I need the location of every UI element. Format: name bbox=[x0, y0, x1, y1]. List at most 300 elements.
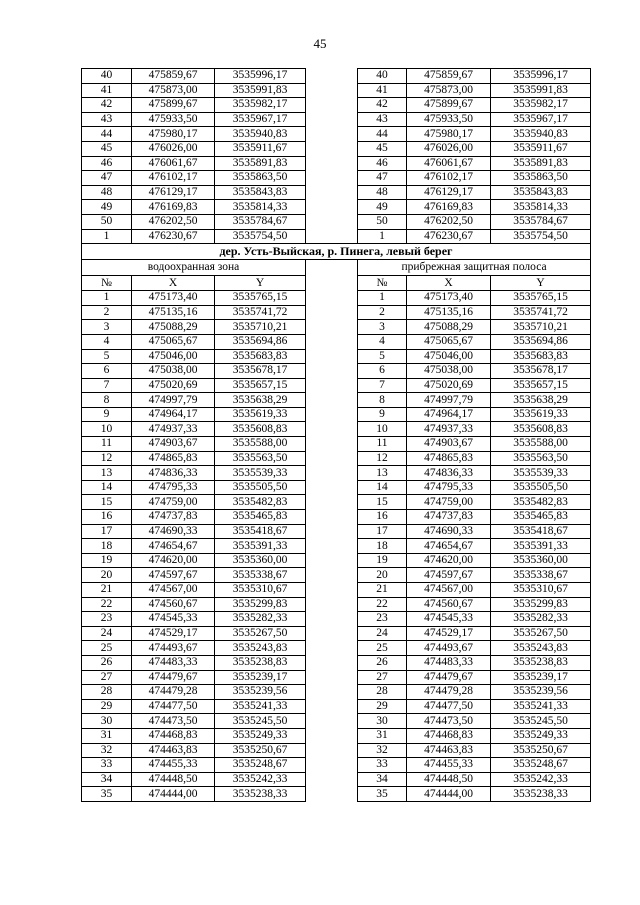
left-point-number: 9 bbox=[82, 407, 132, 422]
left-x-coordinate: 474545,33 bbox=[132, 612, 215, 627]
left-y-coordinate: 3535243,83 bbox=[215, 641, 306, 656]
left-y-coordinate: 3535391,33 bbox=[215, 539, 306, 554]
right-y-coordinate: 3535465,83 bbox=[491, 510, 591, 525]
left-x-coordinate: 474836,33 bbox=[132, 466, 215, 481]
left-point-number: 29 bbox=[82, 699, 132, 714]
left-y-coordinate: 3535238,33 bbox=[215, 787, 306, 802]
right-point-number: 13 bbox=[358, 466, 407, 481]
left-x-coordinate: 474597,67 bbox=[132, 568, 215, 583]
right-y-coordinate: 3535657,15 bbox=[491, 378, 591, 393]
left-y-coordinate: 3535863,50 bbox=[215, 171, 306, 186]
right-x-coordinate: 474795,33 bbox=[407, 480, 491, 495]
table-row bbox=[82, 772, 591, 787]
coordinates-table bbox=[81, 68, 591, 802]
right-y-coordinate: 3535282,33 bbox=[491, 612, 591, 627]
left-point-number: 15 bbox=[82, 495, 132, 510]
right-y-coordinate: 3535267,50 bbox=[491, 626, 591, 641]
left-y-coordinate: 3535249,33 bbox=[215, 728, 306, 743]
right-point-number: 48 bbox=[358, 185, 407, 200]
table-row bbox=[82, 553, 591, 568]
left-x-coordinate: 474448,50 bbox=[132, 772, 215, 787]
column-gap bbox=[306, 510, 358, 525]
right-point-number: 1 bbox=[358, 229, 407, 244]
left-y-coordinate: 3535678,17 bbox=[215, 364, 306, 379]
column-gap bbox=[306, 772, 358, 787]
column-gap bbox=[306, 364, 358, 379]
left-col-header-y: Y bbox=[215, 276, 306, 291]
right-x-coordinate: 474529,17 bbox=[407, 626, 491, 641]
right-x-coordinate: 474455,33 bbox=[407, 758, 491, 773]
column-gap bbox=[306, 422, 358, 437]
right-y-coordinate: 3535249,33 bbox=[491, 728, 591, 743]
right-point-number: 32 bbox=[358, 743, 407, 758]
column-gap bbox=[306, 69, 358, 84]
left-col-header-x: X bbox=[132, 276, 215, 291]
left-y-coordinate: 3535248,67 bbox=[215, 758, 306, 773]
left-point-number: 1 bbox=[82, 291, 132, 306]
left-point-number: 3 bbox=[82, 320, 132, 335]
right-y-coordinate: 3535678,17 bbox=[491, 364, 591, 379]
column-gap bbox=[306, 641, 358, 656]
right-y-coordinate: 3535239,17 bbox=[491, 670, 591, 685]
right-point-number: 40 bbox=[358, 69, 407, 84]
section-rows bbox=[82, 291, 591, 802]
left-x-coordinate: 474997,79 bbox=[132, 393, 215, 408]
left-point-number: 25 bbox=[82, 641, 132, 656]
right-x-coordinate: 476026,00 bbox=[407, 141, 491, 156]
left-y-coordinate: 3535814,33 bbox=[215, 200, 306, 215]
right-x-coordinate: 474865,83 bbox=[407, 451, 491, 466]
column-gap bbox=[306, 112, 358, 127]
right-x-coordinate: 475020,69 bbox=[407, 378, 491, 393]
left-point-number: 17 bbox=[82, 524, 132, 539]
table-row bbox=[82, 568, 591, 583]
left-y-coordinate: 3535310,67 bbox=[215, 583, 306, 598]
right-x-coordinate: 475046,00 bbox=[407, 349, 491, 364]
left-x-coordinate: 474759,00 bbox=[132, 495, 215, 510]
right-point-number: 44 bbox=[358, 127, 407, 142]
left-x-coordinate: 475065,67 bbox=[132, 334, 215, 349]
right-y-coordinate: 3535539,33 bbox=[491, 466, 591, 481]
right-point-number: 27 bbox=[358, 670, 407, 685]
right-y-coordinate: 3535765,15 bbox=[491, 291, 591, 306]
right-y-coordinate: 3535338,67 bbox=[491, 568, 591, 583]
table-row bbox=[82, 480, 591, 495]
table-row bbox=[82, 451, 591, 466]
right-y-coordinate: 3535563,50 bbox=[491, 451, 591, 466]
right-x-coordinate: 475065,67 bbox=[407, 334, 491, 349]
right-point-number: 34 bbox=[358, 772, 407, 787]
left-point-number: 33 bbox=[82, 758, 132, 773]
left-x-coordinate: 474964,17 bbox=[132, 407, 215, 422]
table-row bbox=[82, 670, 591, 685]
left-y-coordinate: 3535741,72 bbox=[215, 305, 306, 320]
right-y-coordinate: 3535241,33 bbox=[491, 699, 591, 714]
table-row bbox=[82, 185, 591, 200]
left-x-coordinate: 475135,16 bbox=[132, 305, 215, 320]
right-x-coordinate: 474597,67 bbox=[407, 568, 491, 583]
column-gap bbox=[306, 334, 358, 349]
table-row bbox=[82, 714, 591, 729]
right-point-number: 12 bbox=[358, 451, 407, 466]
right-point-number: 1 bbox=[358, 291, 407, 306]
table-row bbox=[82, 758, 591, 773]
right-point-number: 45 bbox=[358, 141, 407, 156]
right-x-coordinate: 474937,33 bbox=[407, 422, 491, 437]
right-y-coordinate: 3535683,83 bbox=[491, 349, 591, 364]
left-point-number: 10 bbox=[82, 422, 132, 437]
left-y-coordinate: 3535505,50 bbox=[215, 480, 306, 495]
left-y-coordinate: 3535588,00 bbox=[215, 437, 306, 452]
right-y-coordinate: 3535588,00 bbox=[491, 437, 591, 452]
left-point-number: 43 bbox=[82, 112, 132, 127]
left-point-number: 35 bbox=[82, 787, 132, 802]
left-point-number: 34 bbox=[82, 772, 132, 787]
right-y-coordinate: 3535250,67 bbox=[491, 743, 591, 758]
right-y-coordinate: 3535238,33 bbox=[491, 787, 591, 802]
left-x-coordinate: 474444,00 bbox=[132, 787, 215, 802]
left-point-number: 48 bbox=[82, 185, 132, 200]
right-y-coordinate: 3535299,83 bbox=[491, 597, 591, 612]
left-x-coordinate: 475873,00 bbox=[132, 83, 215, 98]
right-x-coordinate: 474448,50 bbox=[407, 772, 491, 787]
right-point-number: 17 bbox=[358, 524, 407, 539]
left-x-coordinate: 474468,83 bbox=[132, 728, 215, 743]
right-x-coordinate: 475899,67 bbox=[407, 98, 491, 113]
right-y-coordinate: 3535505,50 bbox=[491, 480, 591, 495]
column-gap bbox=[306, 260, 358, 291]
right-y-coordinate: 3535245,50 bbox=[491, 714, 591, 729]
left-x-coordinate: 474795,33 bbox=[132, 480, 215, 495]
left-point-number: 41 bbox=[82, 83, 132, 98]
left-point-number: 19 bbox=[82, 553, 132, 568]
right-x-coordinate: 474620,00 bbox=[407, 553, 491, 568]
table-row bbox=[82, 597, 591, 612]
table-row bbox=[82, 364, 591, 379]
left-point-number: 27 bbox=[82, 670, 132, 685]
right-point-number: 33 bbox=[358, 758, 407, 773]
left-y-coordinate: 3535239,17 bbox=[215, 670, 306, 685]
right-y-coordinate: 3535741,72 bbox=[491, 305, 591, 320]
right-x-coordinate: 474690,33 bbox=[407, 524, 491, 539]
table-row bbox=[82, 112, 591, 127]
table-row bbox=[82, 787, 591, 802]
right-y-coordinate: 3535982,17 bbox=[491, 98, 591, 113]
left-point-number: 23 bbox=[82, 612, 132, 627]
right-point-number: 4 bbox=[358, 334, 407, 349]
left-y-coordinate: 3535754,50 bbox=[215, 229, 306, 244]
right-y-coordinate: 3535863,50 bbox=[491, 171, 591, 186]
column-gap bbox=[306, 349, 358, 364]
column-gap bbox=[306, 685, 358, 700]
left-point-number: 8 bbox=[82, 393, 132, 408]
left-y-coordinate: 3535657,15 bbox=[215, 378, 306, 393]
right-point-number: 26 bbox=[358, 655, 407, 670]
right-point-number: 8 bbox=[358, 393, 407, 408]
right-y-coordinate: 3535814,33 bbox=[491, 200, 591, 215]
left-point-number: 6 bbox=[82, 364, 132, 379]
table-row bbox=[82, 98, 591, 113]
left-y-coordinate: 3535765,15 bbox=[215, 291, 306, 306]
table-row bbox=[82, 699, 591, 714]
right-y-coordinate: 3535418,67 bbox=[491, 524, 591, 539]
column-gap bbox=[306, 583, 358, 598]
column-gap bbox=[306, 495, 358, 510]
left-y-coordinate: 3535360,00 bbox=[215, 553, 306, 568]
table-row bbox=[82, 510, 591, 525]
table-row bbox=[82, 378, 591, 393]
left-y-coordinate: 3535282,33 bbox=[215, 612, 306, 627]
left-point-number: 32 bbox=[82, 743, 132, 758]
right-y-coordinate: 3535360,00 bbox=[491, 553, 591, 568]
left-x-coordinate: 475173,40 bbox=[132, 291, 215, 306]
right-x-coordinate: 476169,83 bbox=[407, 200, 491, 215]
right-y-coordinate: 3535482,83 bbox=[491, 495, 591, 510]
table-row bbox=[82, 743, 591, 758]
column-gap bbox=[306, 728, 358, 743]
right-x-coordinate: 474759,00 bbox=[407, 495, 491, 510]
left-point-number: 31 bbox=[82, 728, 132, 743]
left-x-coordinate: 474473,50 bbox=[132, 714, 215, 729]
left-y-coordinate: 3535694,86 bbox=[215, 334, 306, 349]
left-x-coordinate: 474567,00 bbox=[132, 583, 215, 598]
left-point-number: 42 bbox=[82, 98, 132, 113]
page-number: 45 bbox=[313, 36, 327, 51]
right-point-number: 5 bbox=[358, 349, 407, 364]
column-gap bbox=[306, 141, 358, 156]
left-point-number: 11 bbox=[82, 437, 132, 452]
right-x-coordinate: 474560,67 bbox=[407, 597, 491, 612]
column-gap bbox=[306, 305, 358, 320]
table-row bbox=[82, 320, 591, 335]
right-y-coordinate: 3535911,67 bbox=[491, 141, 591, 156]
left-x-coordinate: 475038,00 bbox=[132, 364, 215, 379]
right-x-coordinate: 475135,16 bbox=[407, 305, 491, 320]
left-y-coordinate: 3535843,83 bbox=[215, 185, 306, 200]
left-x-coordinate: 475020,69 bbox=[132, 378, 215, 393]
top-rows bbox=[82, 69, 591, 244]
right-point-number: 3 bbox=[358, 320, 407, 335]
right-x-coordinate: 474463,83 bbox=[407, 743, 491, 758]
column-gap bbox=[306, 185, 358, 200]
left-x-coordinate: 474479,67 bbox=[132, 670, 215, 685]
column-gap bbox=[306, 480, 358, 495]
left-point-number: 18 bbox=[82, 539, 132, 554]
column-gap bbox=[306, 200, 358, 215]
right-point-number: 19 bbox=[358, 553, 407, 568]
right-y-coordinate: 3535243,83 bbox=[491, 641, 591, 656]
left-y-coordinate: 3535619,33 bbox=[215, 407, 306, 422]
right-y-coordinate: 3535694,86 bbox=[491, 334, 591, 349]
column-gap bbox=[306, 655, 358, 670]
left-zone-title: водоохранная зона bbox=[82, 260, 306, 276]
left-point-number: 4 bbox=[82, 334, 132, 349]
left-x-coordinate: 474654,67 bbox=[132, 539, 215, 554]
left-x-coordinate: 475933,50 bbox=[132, 112, 215, 127]
column-gap bbox=[306, 568, 358, 583]
table-row bbox=[82, 127, 591, 142]
right-x-coordinate: 475038,00 bbox=[407, 364, 491, 379]
column-gap bbox=[306, 597, 358, 612]
left-x-coordinate: 474463,83 bbox=[132, 743, 215, 758]
right-y-coordinate: 3535638,29 bbox=[491, 393, 591, 408]
left-point-number: 40 bbox=[82, 69, 132, 84]
right-point-number: 10 bbox=[358, 422, 407, 437]
table-row bbox=[82, 655, 591, 670]
right-point-number: 18 bbox=[358, 539, 407, 554]
column-gap bbox=[306, 670, 358, 685]
left-point-number: 44 bbox=[82, 127, 132, 142]
left-x-coordinate: 474479,28 bbox=[132, 685, 215, 700]
table-row bbox=[82, 728, 591, 743]
table-row bbox=[82, 583, 591, 598]
table-row bbox=[82, 171, 591, 186]
table-row bbox=[82, 349, 591, 364]
right-point-number: 46 bbox=[358, 156, 407, 171]
right-point-number: 30 bbox=[358, 714, 407, 729]
left-x-coordinate: 475980,17 bbox=[132, 127, 215, 142]
left-y-coordinate: 3535982,17 bbox=[215, 98, 306, 113]
left-point-number: 2 bbox=[82, 305, 132, 320]
left-x-coordinate: 475088,29 bbox=[132, 320, 215, 335]
right-y-coordinate: 3535310,67 bbox=[491, 583, 591, 598]
table-row bbox=[82, 641, 591, 656]
left-y-coordinate: 3535242,33 bbox=[215, 772, 306, 787]
table-row bbox=[82, 612, 591, 627]
right-y-coordinate: 3535991,83 bbox=[491, 83, 591, 98]
table-row bbox=[82, 83, 591, 98]
left-x-coordinate: 476129,17 bbox=[132, 185, 215, 200]
right-x-coordinate: 474903,67 bbox=[407, 437, 491, 452]
right-x-coordinate: 475859,67 bbox=[407, 69, 491, 84]
table-row bbox=[82, 214, 591, 229]
right-y-coordinate: 3535843,83 bbox=[491, 185, 591, 200]
left-y-coordinate: 3535418,67 bbox=[215, 524, 306, 539]
right-y-coordinate: 3535996,17 bbox=[491, 69, 591, 84]
right-point-number: 2 bbox=[358, 305, 407, 320]
left-y-coordinate: 3535996,17 bbox=[215, 69, 306, 84]
left-point-number: 16 bbox=[82, 510, 132, 525]
right-x-coordinate: 474483,33 bbox=[407, 655, 491, 670]
right-point-number: 6 bbox=[358, 364, 407, 379]
column-gap bbox=[306, 98, 358, 113]
left-x-coordinate: 474690,33 bbox=[132, 524, 215, 539]
right-x-coordinate: 475088,29 bbox=[407, 320, 491, 335]
section-title-row bbox=[82, 244, 591, 260]
left-point-number: 21 bbox=[82, 583, 132, 598]
right-y-coordinate: 3535619,33 bbox=[491, 407, 591, 422]
section-title: дер. Усть-Выйская, р. Пинега, левый берег bbox=[82, 244, 591, 260]
right-x-coordinate: 475173,40 bbox=[407, 291, 491, 306]
left-y-coordinate: 3535911,67 bbox=[215, 141, 306, 156]
column-gap bbox=[306, 626, 358, 641]
left-y-coordinate: 3535239,56 bbox=[215, 685, 306, 700]
right-point-number: 41 bbox=[358, 83, 407, 98]
left-y-coordinate: 3535299,83 bbox=[215, 597, 306, 612]
column-gap bbox=[306, 539, 358, 554]
left-x-coordinate: 476102,17 bbox=[132, 171, 215, 186]
left-point-number: 50 bbox=[82, 214, 132, 229]
table-row bbox=[82, 437, 591, 452]
right-point-number: 28 bbox=[358, 685, 407, 700]
right-x-coordinate: 475873,00 bbox=[407, 83, 491, 98]
left-point-number: 26 bbox=[82, 655, 132, 670]
left-x-coordinate: 474560,67 bbox=[132, 597, 215, 612]
left-point-number: 14 bbox=[82, 480, 132, 495]
right-col-header-y: Y bbox=[491, 276, 591, 291]
table-row bbox=[82, 626, 591, 641]
left-y-coordinate: 3535241,33 bbox=[215, 699, 306, 714]
left-x-coordinate: 476169,83 bbox=[132, 200, 215, 215]
right-zone-title: прибрежная защитная полоса bbox=[358, 260, 591, 276]
right-y-coordinate: 3535891,83 bbox=[491, 156, 591, 171]
right-point-number: 47 bbox=[358, 171, 407, 186]
left-x-coordinate: 474529,17 bbox=[132, 626, 215, 641]
right-y-coordinate: 3535784,67 bbox=[491, 214, 591, 229]
table-row bbox=[82, 305, 591, 320]
right-point-number: 23 bbox=[358, 612, 407, 627]
column-gap bbox=[306, 291, 358, 306]
column-gap bbox=[306, 407, 358, 422]
left-y-coordinate: 3535608,83 bbox=[215, 422, 306, 437]
table-row bbox=[82, 156, 591, 171]
left-y-coordinate: 3535539,33 bbox=[215, 466, 306, 481]
right-point-number: 49 bbox=[358, 200, 407, 215]
left-x-coordinate: 474477,50 bbox=[132, 699, 215, 714]
left-x-coordinate: 476026,00 bbox=[132, 141, 215, 156]
column-gap bbox=[306, 437, 358, 452]
section-header bbox=[82, 244, 591, 291]
column-gap bbox=[306, 156, 358, 171]
right-x-coordinate: 474493,67 bbox=[407, 641, 491, 656]
left-point-number: 24 bbox=[82, 626, 132, 641]
column-gap bbox=[306, 612, 358, 627]
column-gap bbox=[306, 320, 358, 335]
left-point-number: 46 bbox=[82, 156, 132, 171]
column-gap bbox=[306, 229, 358, 244]
left-y-coordinate: 3535267,50 bbox=[215, 626, 306, 641]
left-point-number: 12 bbox=[82, 451, 132, 466]
column-gap bbox=[306, 393, 358, 408]
right-x-coordinate: 474477,50 bbox=[407, 699, 491, 714]
right-x-coordinate: 474468,83 bbox=[407, 728, 491, 743]
right-point-number: 25 bbox=[358, 641, 407, 656]
right-point-number: 14 bbox=[358, 480, 407, 495]
left-point-number: 28 bbox=[82, 685, 132, 700]
right-x-coordinate: 474473,50 bbox=[407, 714, 491, 729]
column-gap bbox=[306, 83, 358, 98]
right-point-number: 16 bbox=[358, 510, 407, 525]
left-x-coordinate: 474903,67 bbox=[132, 437, 215, 452]
table-row bbox=[82, 393, 591, 408]
table-row bbox=[82, 685, 591, 700]
left-x-coordinate: 474455,33 bbox=[132, 758, 215, 773]
left-y-coordinate: 3535338,67 bbox=[215, 568, 306, 583]
left-y-coordinate: 3535784,67 bbox=[215, 214, 306, 229]
right-col-header-x: X bbox=[407, 276, 491, 291]
column-gap bbox=[306, 743, 358, 758]
left-x-coordinate: 475859,67 bbox=[132, 69, 215, 84]
column-gap bbox=[306, 171, 358, 186]
right-x-coordinate: 476129,17 bbox=[407, 185, 491, 200]
right-y-coordinate: 3535242,33 bbox=[491, 772, 591, 787]
right-x-coordinate: 474545,33 bbox=[407, 612, 491, 627]
table-row bbox=[82, 291, 591, 306]
right-x-coordinate: 476202,50 bbox=[407, 214, 491, 229]
right-y-coordinate: 3535238,83 bbox=[491, 655, 591, 670]
right-x-coordinate: 474479,28 bbox=[407, 685, 491, 700]
left-x-coordinate: 474620,00 bbox=[132, 553, 215, 568]
